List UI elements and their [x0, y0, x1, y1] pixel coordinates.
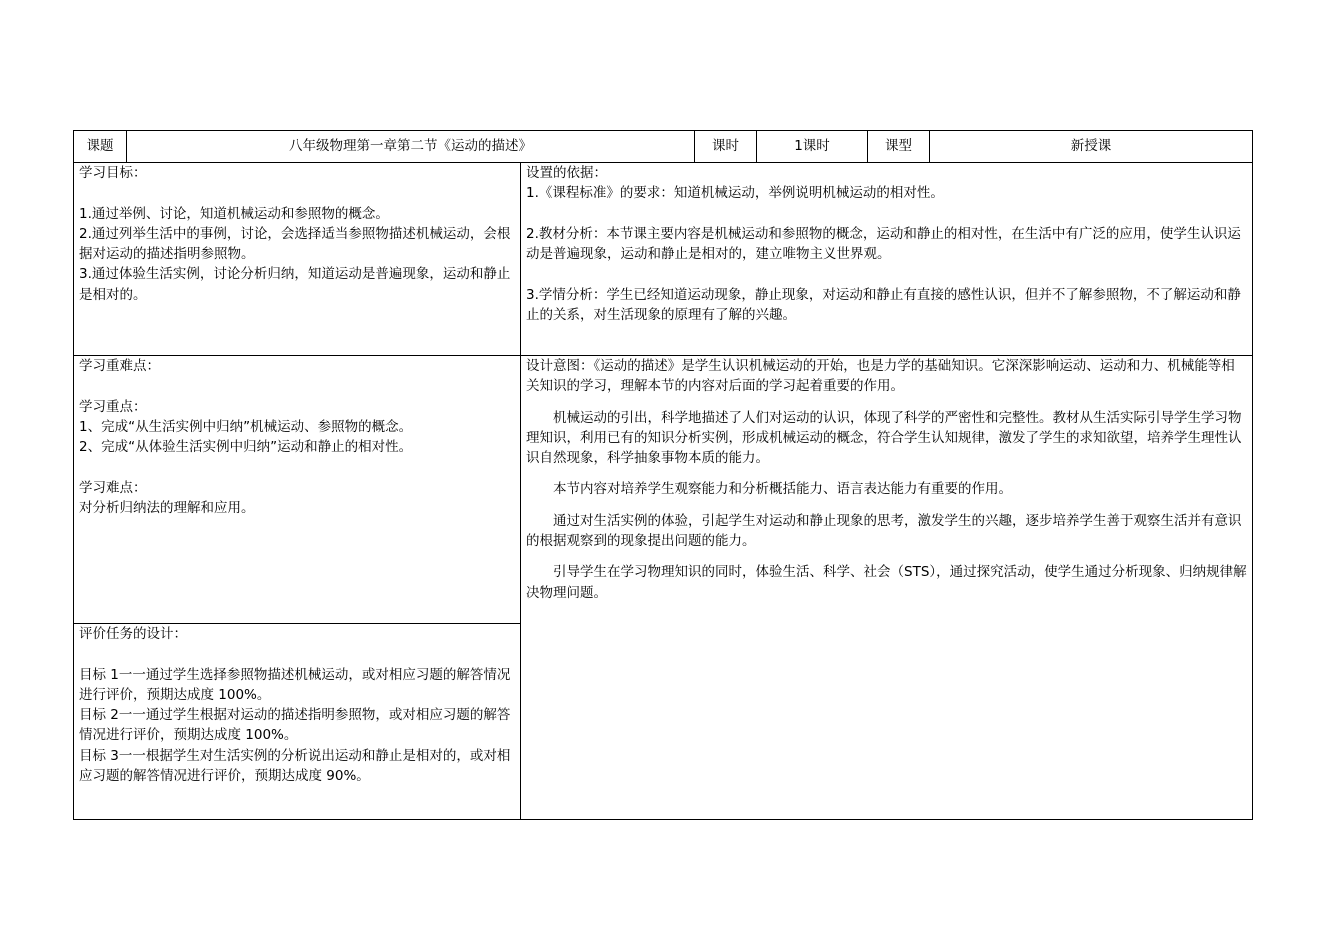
objective-item: 2.通过列举生活中的事例，讨论，会选择适当参照物描述机械运动，会根据对运动的描述指明参照物。: [79, 225, 511, 263]
hours-value: 1课时: [757, 131, 868, 163]
type-value: 新授课: [930, 131, 1252, 163]
design-cell: [521, 356, 1252, 819]
topic-label: 课题: [74, 131, 127, 163]
objectives-cell: [74, 163, 521, 356]
design-paragraph: 通过对生活实例的体验，引起学生对运动和静止现象的思考，激发学生的兴趣，逐步培养学生善于观察生活并有意识的根据观察到的现象提出问题的能力。: [526, 512, 1242, 550]
blank-line: [526, 264, 1248, 284]
lesson-plan-table: [73, 130, 1253, 820]
blank-line: [526, 204, 1248, 224]
difficulty-text: 对分析归纳法的理解和应用。: [79, 500, 255, 517]
evaluation-item: 目标 3一一根据学生对生活实例的分析说出运动和静止是相对的，或对相应习题的解答情况进行评价，预期达成度 90%。: [79, 747, 511, 785]
design-paragraph: 机械运动的引出，科学地描述了人们对运动的认识，体现了科学的严密性和完整性。教材从生活实际引导学生学习物理知识，利用已有的知识分析实例，形成机械运动的概念，符合学生认知规律，激发了学生的求知欲望，培养学生理性认识自然现象，科学抽象事物本质的能力。: [526, 409, 1242, 467]
objectives-title: 学习目标：: [79, 165, 147, 181]
blank-line: [79, 457, 516, 477]
type-label: 课型: [868, 131, 930, 163]
blank-line: [79, 644, 516, 664]
design-paragraph: 本节内容对培养学生观察能力和分析概括能力、语言表达能力有重要的作用。: [553, 481, 1012, 498]
keypoints-title: 学习重难点：: [79, 358, 160, 374]
objective-item: 3.通过体验生活实例，讨论分析归纳，知道运动是普遍现象，运动和静止是相对的。: [79, 266, 511, 303]
hours-label: 课时: [695, 131, 757, 163]
keypoints-cell: [74, 356, 521, 624]
evaluation-cell: [74, 624, 521, 819]
objective-item: 1.通过举例、讨论，知道机械运动和参照物的概念。: [79, 205, 389, 222]
key-title: 学习重点：: [79, 398, 147, 415]
blank-line: [79, 376, 516, 396]
design-paragraph: 引导学生在学习物理知识的同时，体验生活、科学、社会（STS），通过探究活动，使学生通过分析现象、归纳规律解决物理问题。: [526, 564, 1247, 601]
evaluation-item: 目标 1一一通过学生选择参照物描述机械运动，或对相应习题的解答情况进行评价，预期达成度 100%。: [79, 666, 511, 703]
evaluation-title: 评价任务的设计：: [79, 626, 187, 642]
difficulty-title: 学习难点：: [79, 479, 147, 496]
blank-line: [79, 183, 516, 203]
basis-students: 3.学情分析：学生已经知道运动现象，静止现象，对运动和静止有直接的感性认识，但并不了解参照物，不了解运动和静止的关系，对生活现象的原理有了解的兴趣。: [526, 286, 1241, 324]
basis-cell: [521, 163, 1252, 356]
basis-title: 设置的依据：: [526, 165, 607, 181]
design-intro: 设计意图：《运动的描述》是学生认识机械运动的开始，也是力学的基础知识。它深深影响运动、运动和力、机械能等相关知识的学习，理解本节的内容对后面的学习起着重要的作用。: [526, 358, 1235, 395]
key-item: 2、完成“从体验生活实例中归纳”运动和静止的相对性。: [79, 439, 413, 456]
basis-standard: 1.《课程标准》的要求：知道机械运动，举例说明机械运动的相对性。: [526, 185, 944, 202]
topic-value: 八年级物理第一章第二节《运动的描述》: [127, 131, 695, 163]
evaluation-item: 目标 2一一通过学生根据对运动的描述指明参照物，或对相应习题的解答情况进行评价，预期达成度 100%。: [79, 707, 511, 744]
basis-material: 2.教材分析：本节课主要内容是机械运动和参照物的概念，运动和静止的相对性，在生活中有广泛的应用，使学生认识运动是普遍现象，运动和静止是相对的，建立唯物主义世界观。: [526, 225, 1241, 263]
key-item: 1、完成“从生活实例中归纳”机械运动、参照物的概念。: [79, 418, 413, 435]
